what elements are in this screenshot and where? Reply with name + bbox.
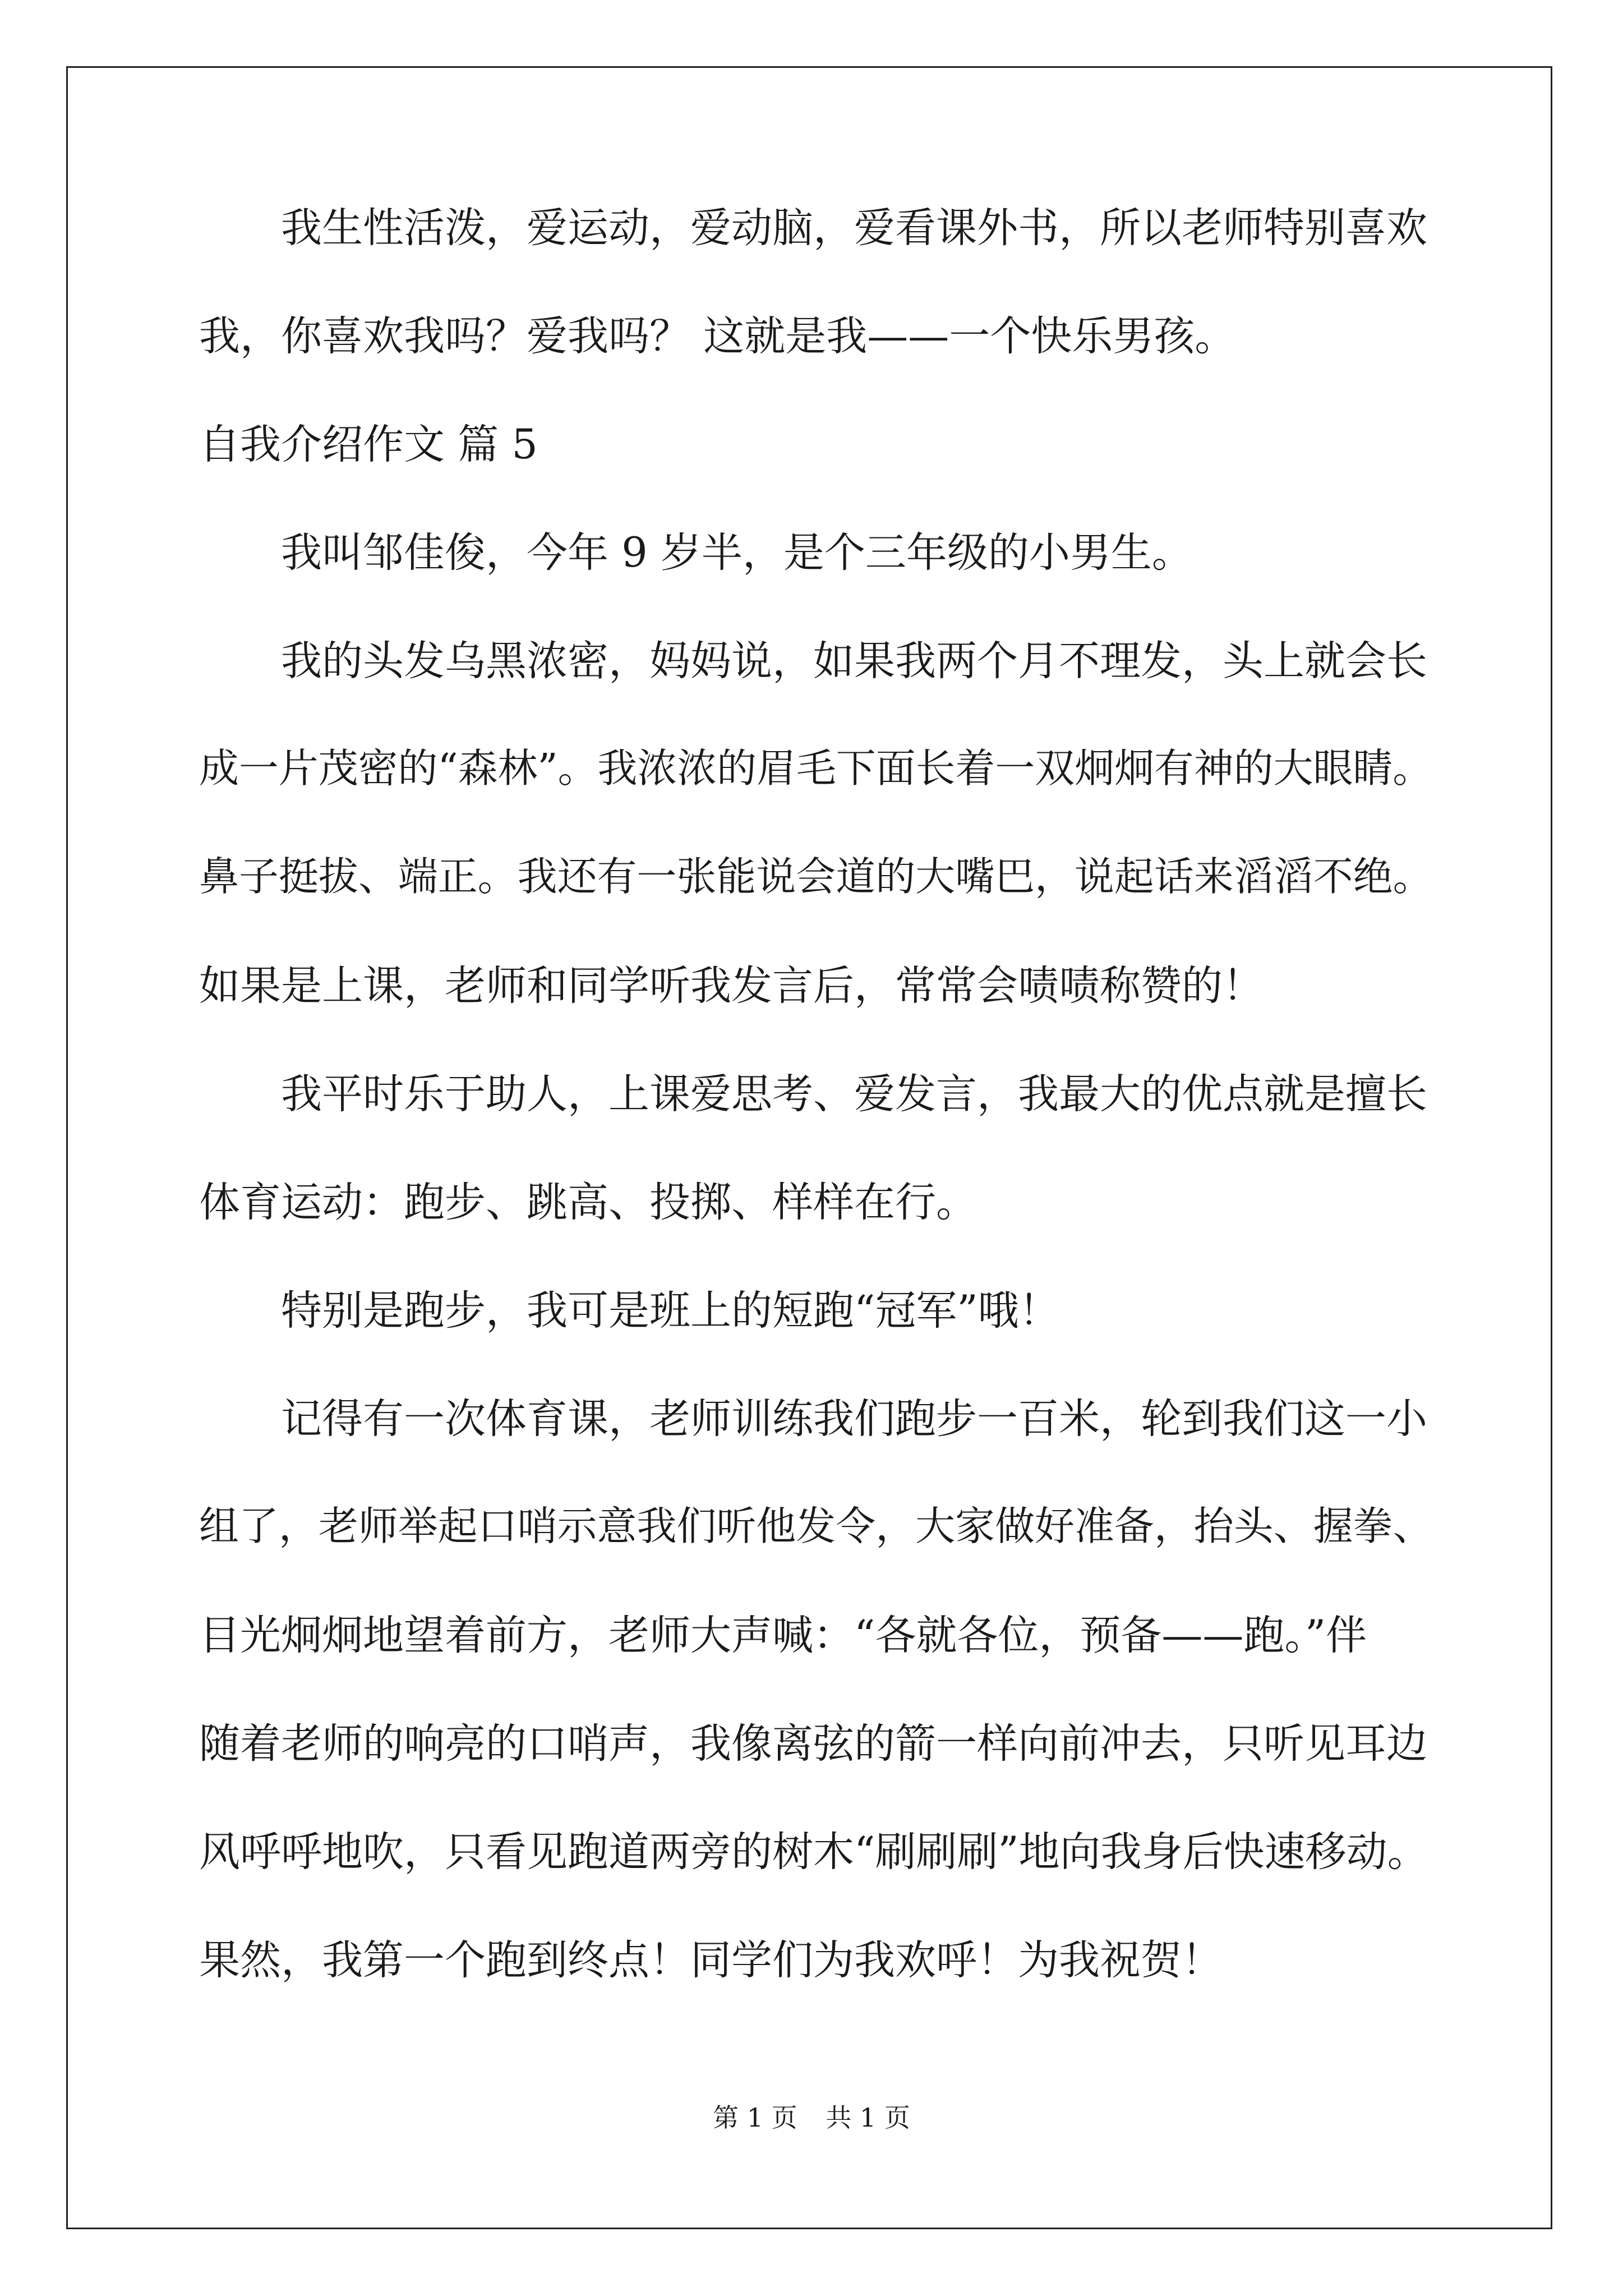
section-heading: 自我介绍作文 篇 5 xyxy=(199,421,538,468)
text-line: 体育运动：跑步、跳高、投掷、样样在行。 xyxy=(199,1179,977,1226)
text-line: 随着老师的响亮的口哨声，我像离弦的箭一样向前冲去，只听见耳边 xyxy=(199,1720,1427,1768)
text-line: 我的头发乌黑浓密，妈妈说，如果我两个月不理发，头上就会长 xyxy=(281,637,1427,685)
text-line: 成一片茂密的“森林”。我浓浓的眉毛下面长着一双炯炯有神的大眼睛。 xyxy=(199,745,1433,792)
text-line: 我平时乐于助人，上课爱思考、爱发言，我最大的优点就是擅长 xyxy=(281,1070,1427,1118)
text-line: 我生性活泼，爱运动，爱动脑，爱看课外书，所以老师特别喜欢 xyxy=(281,204,1427,252)
text-line: 我叫邹佳俊，今年 9 岁半，是个三年级的小男生。 xyxy=(281,529,1193,577)
text-line: 果然，我第一个跑到终点！同学们为我欢呼！为我祝贺！ xyxy=(199,1936,1223,1984)
text-line: 鼻子挺拔、端正。我还有一张能说会道的大嘴巴，说起话来滔滔不绝。 xyxy=(199,853,1433,900)
document-body xyxy=(199,204,1433,2048)
text-line: 我，你喜欢我吗？爱我吗？ 这就是我——一个快乐男孩。 xyxy=(199,312,1236,360)
text-line: 目光炯炯地望着前方，老师大声喊：“各就各位，预备——跑。”伴 xyxy=(199,1612,1367,1659)
page-number-current: 第 1 页 xyxy=(713,2102,797,2133)
page-number-total: 共 1 页 xyxy=(826,2102,910,2133)
text-line: 风呼呼地吹，只看见跑道两旁的树木“刷刷刷”地向我身后快速移动。 xyxy=(199,1828,1428,1876)
text-line: 记得有一次体育课，老师训练我们跑步一百米，轮到我们这一小 xyxy=(281,1395,1427,1443)
text-line: 特别是跑步，我可是班上的短跑“冠军”哦！ xyxy=(281,1287,1060,1335)
text-line: 组了，老师举起口哨示意我们听他发令，大家做好准备，抬头、握拳、 xyxy=(199,1503,1433,1549)
page-footer xyxy=(0,2102,1623,2133)
text-line: 如果是上课，老师和同学听我发言后，常常会啧啧称赞的！ xyxy=(199,962,1264,1010)
